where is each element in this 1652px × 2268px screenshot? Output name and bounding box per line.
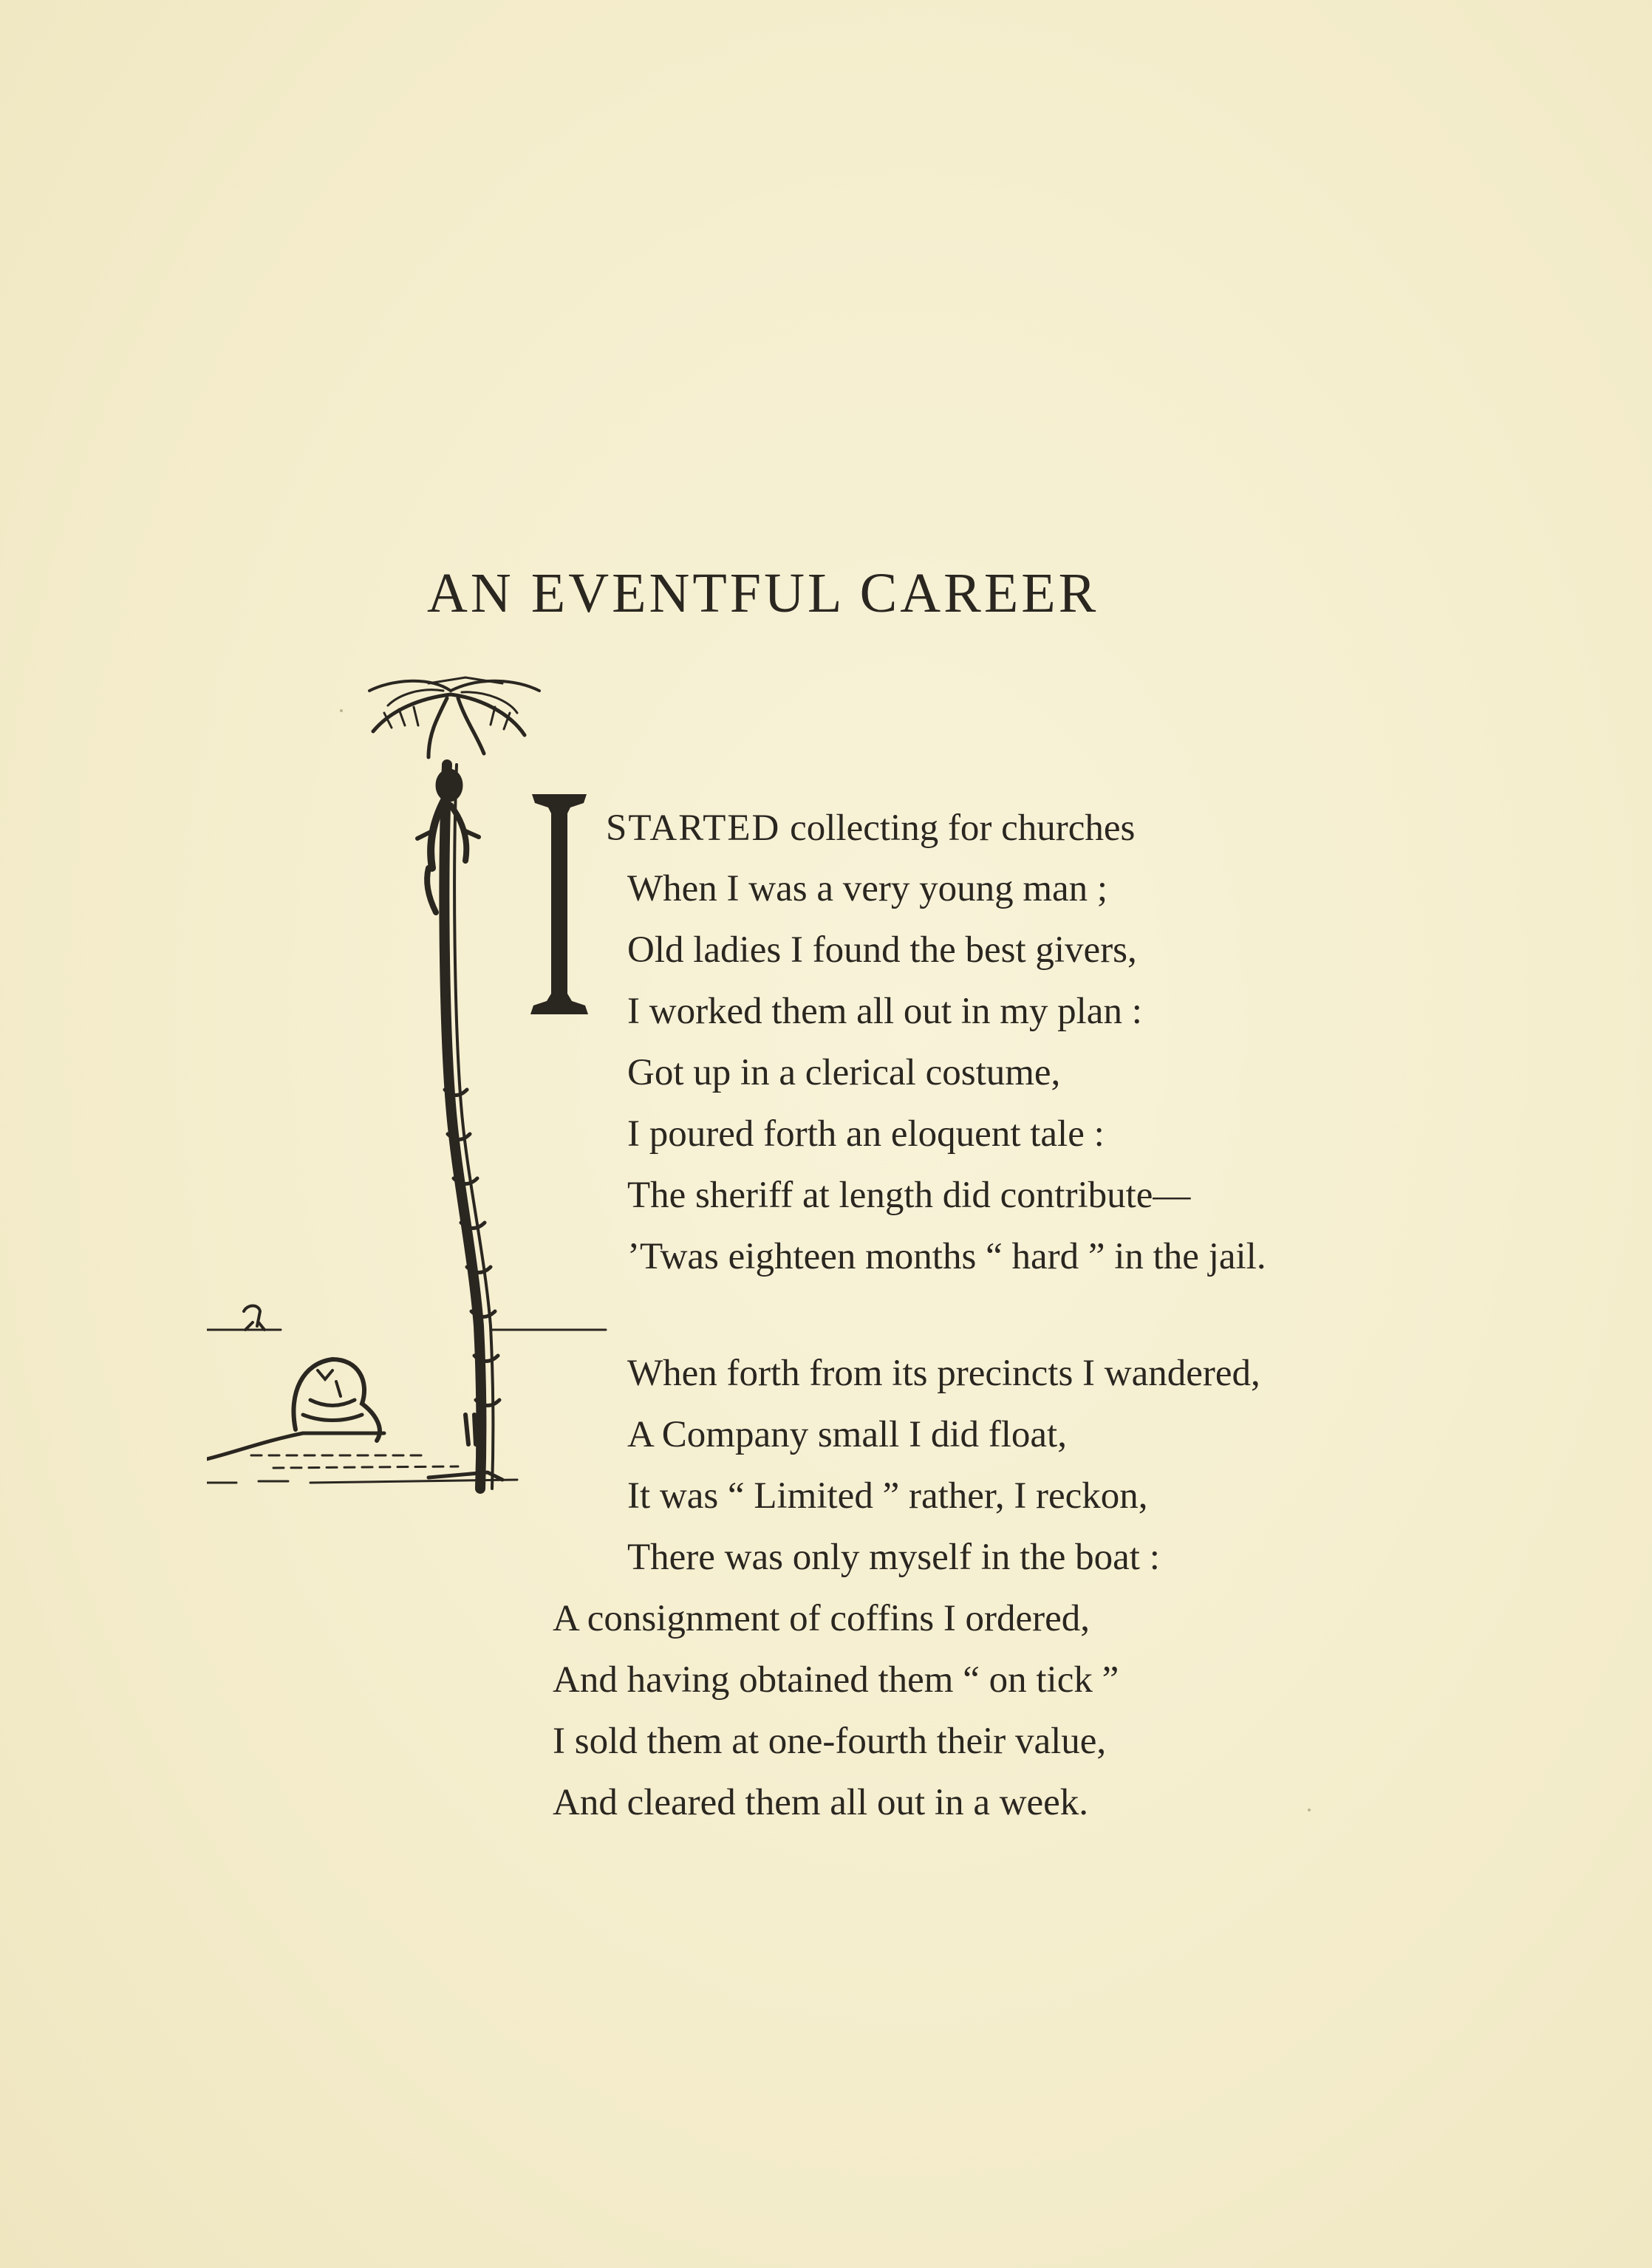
paper-speck bbox=[1308, 1808, 1311, 1811]
poem-line: Old ladies I found the best givers, bbox=[627, 929, 1137, 971]
poem-line: I worked them all out in my plan : bbox=[627, 991, 1142, 1032]
poem-line: Got up in a clerical costume, bbox=[627, 1052, 1061, 1093]
poem-line: A Company small I did float, bbox=[627, 1414, 1067, 1455]
drop-cap-icon bbox=[526, 794, 593, 1016]
poem-line: The sheriff at length did contribute— bbox=[627, 1175, 1191, 1216]
poem-line: I poured forth an eloquent tale : bbox=[627, 1113, 1105, 1155]
poem-line: It was “ Limited ” rather, I reckon, bbox=[627, 1475, 1148, 1517]
poem-line: A consignment of coffins I ordered, bbox=[553, 1598, 1090, 1639]
poem-line: When I was a very young man ; bbox=[627, 868, 1108, 909]
page-title: AN EVENTFUL CAREER bbox=[427, 562, 1099, 624]
poem-line: And having obtained them “ on tick ” bbox=[553, 1659, 1119, 1701]
paper-speck bbox=[340, 709, 343, 712]
poem-line: And cleared them all out in a week. bbox=[553, 1782, 1089, 1823]
first-word: STARTED bbox=[606, 807, 781, 849]
poem-line: When forth from its precincts I wandered, bbox=[627, 1353, 1260, 1394]
poem-line: ’Twas eighteen months “ hard ” in the jail. bbox=[627, 1236, 1266, 1277]
poem-line-first bbox=[606, 807, 1136, 849]
poem-line: There was only myself in the boat : bbox=[627, 1537, 1160, 1578]
first-line-rest: collecting for churches bbox=[780, 807, 1136, 849]
poem-line: I sold them at one-fourth their value, bbox=[553, 1721, 1107, 1762]
